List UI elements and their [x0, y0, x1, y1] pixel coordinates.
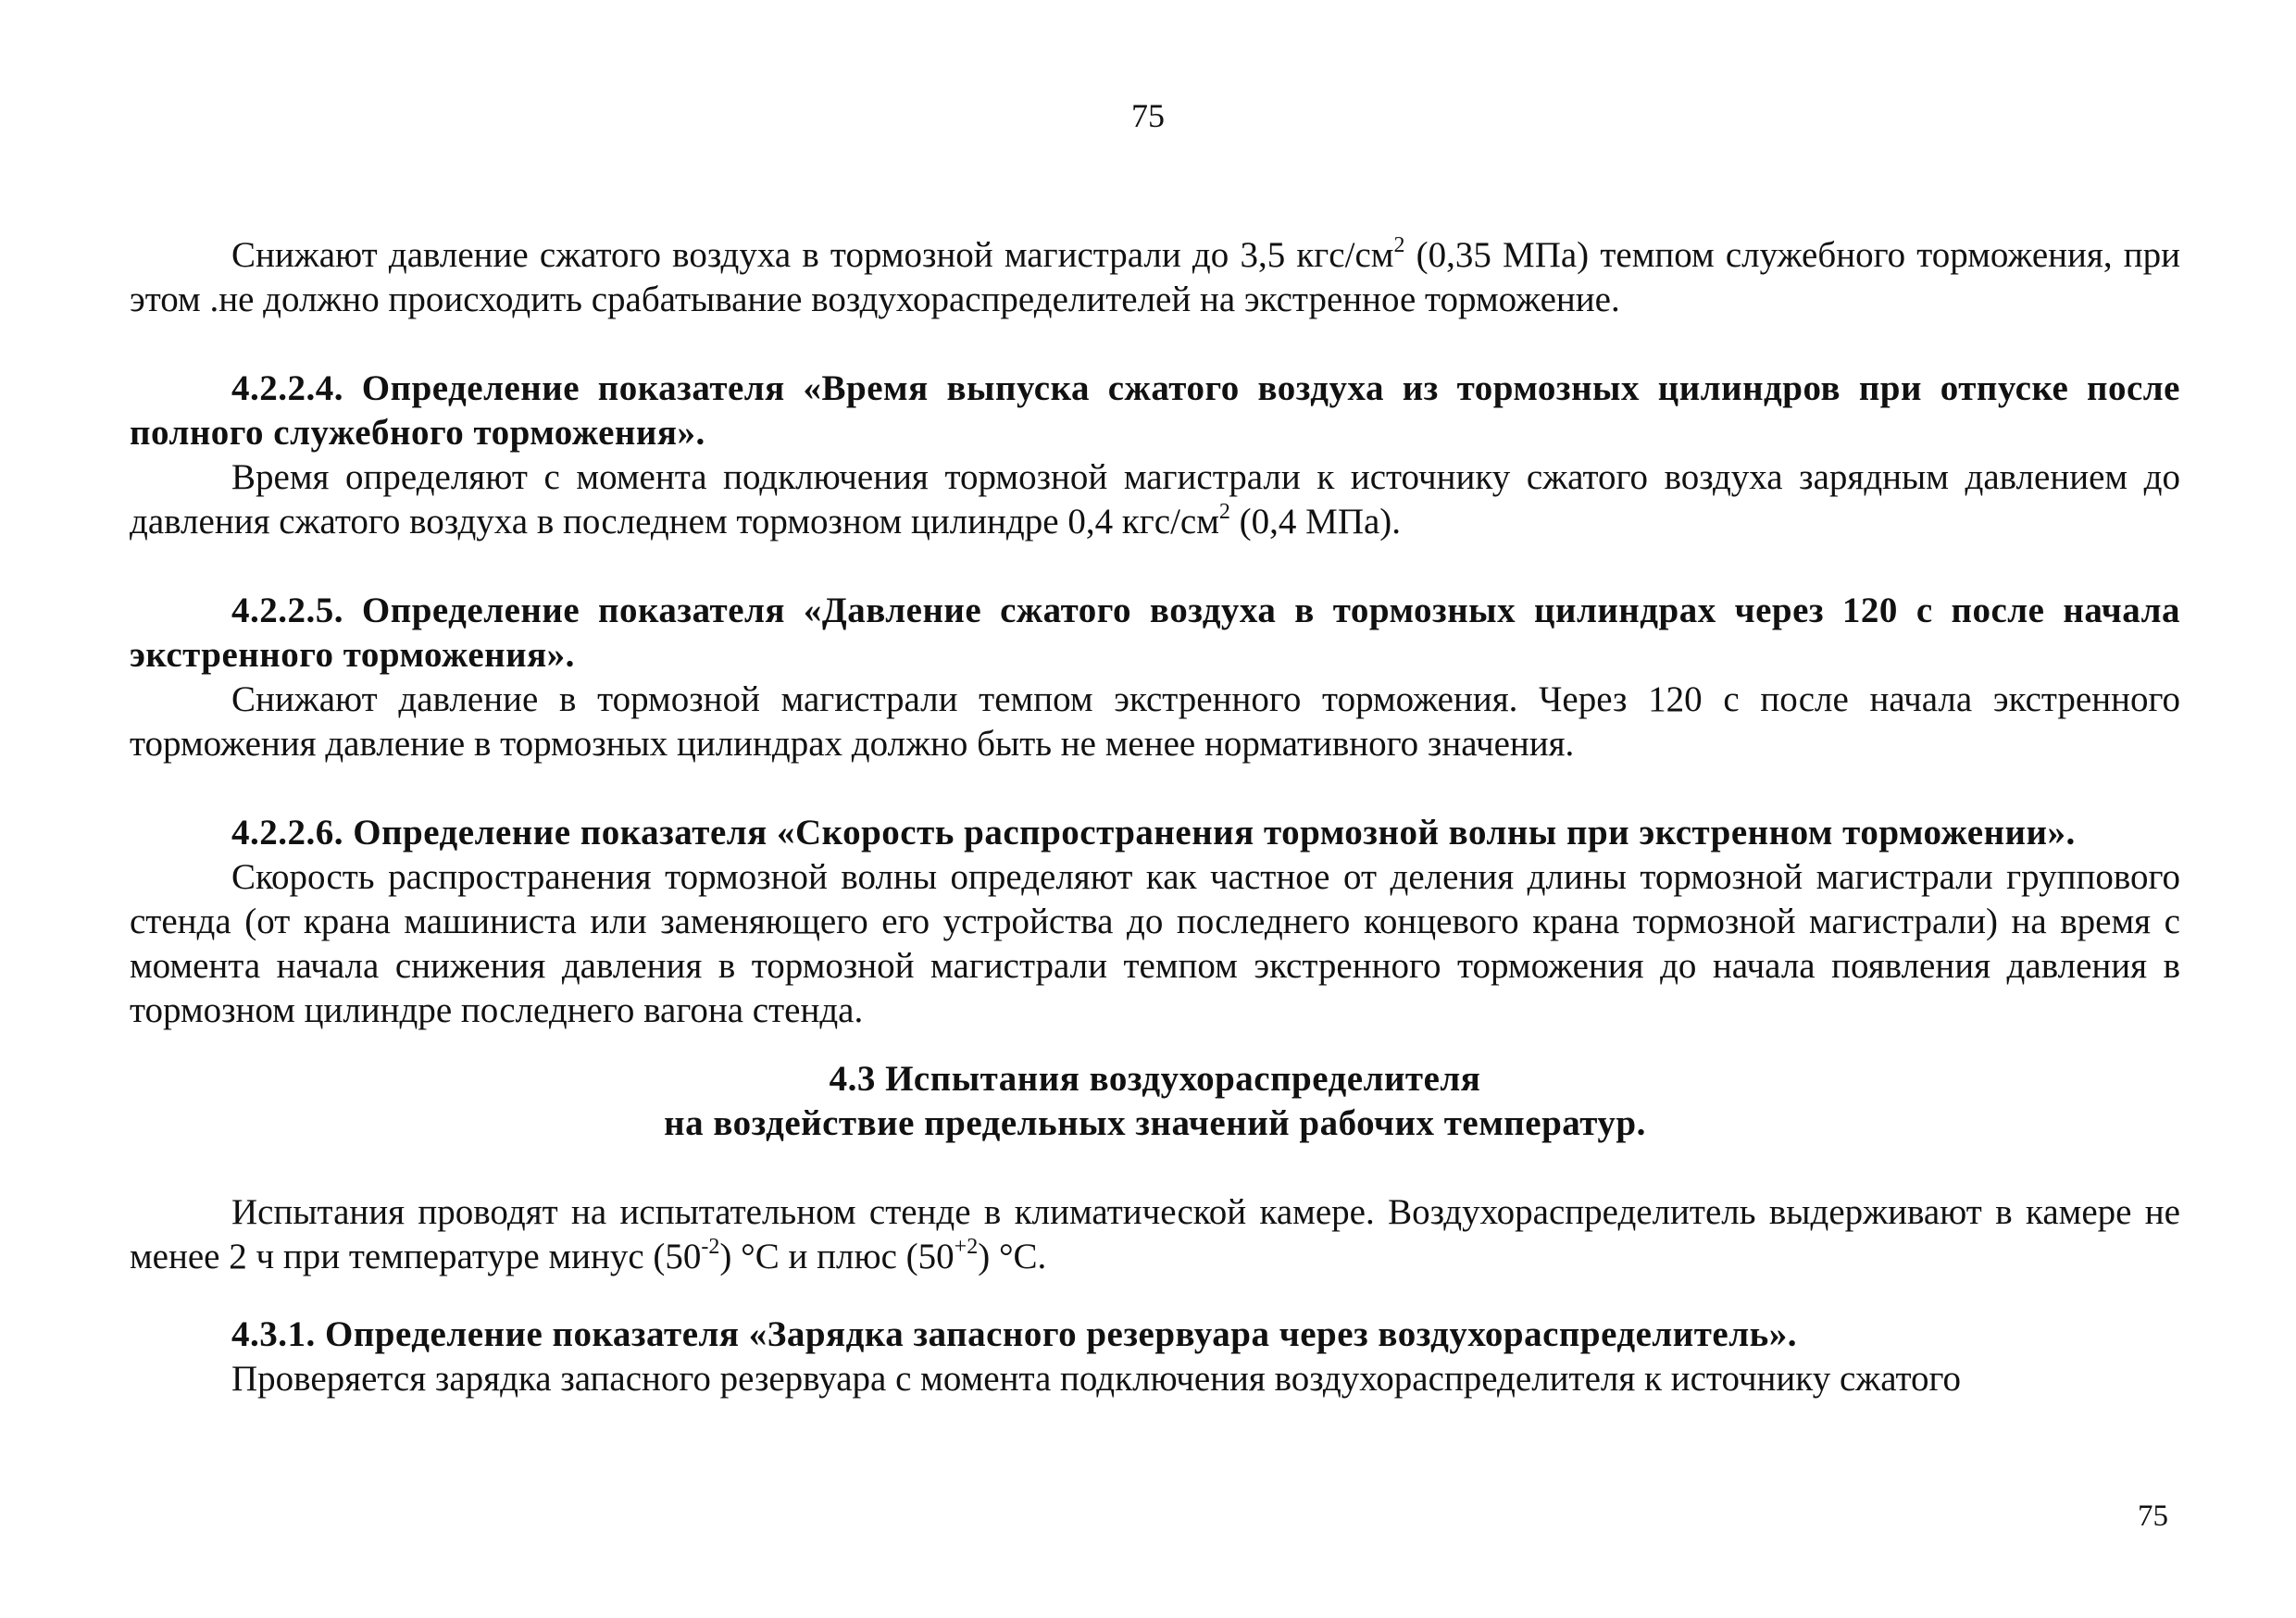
section-heading-43-line1: 4.3 Испытания воздухораспределителя: [829, 1059, 1481, 1099]
paragraph-text: Время определяют с момента подключения тормозной магистрали к источнику сжатого воздуха зарядным давлением до давления сжатого воздуха в последнем тормозном цилиндре 0,4 кгс/см: [130, 457, 2180, 541]
paragraph-text: Испытания проводят на испытательном стенде в климатической камере. Воздухораспределитель выдерживают в камере не менее 2 ч при температуре минус (50: [130, 1192, 2180, 1276]
section-heading-4226: 4.2.2.6. Определение показателя «Скорость распространения тормозной волны при экстренном торможении».: [231, 813, 2076, 853]
paragraph-text: (0,35 МПа) темпом служебного торможения, при этом .не должно происходить срабатывание воздухораспределителей на экстренное торможение.: [130, 235, 2180, 319]
paragraph-climate-tests: [130, 1190, 2180, 1279]
page-number-bottom: 75: [2138, 1500, 2168, 1533]
paragraph-text: ) °С и плюс (50: [719, 1237, 955, 1276]
paragraph-brake-wave-speed: Скорость распространения тормозной волны определяют как частное от деления длины тормозной магистрали группового стенда (от крана машиниста или заменяющего его устройства до последнего концевого крана тормозной магистрали) на время с момента начала снижения давления в тормозной магистрали темпом экстренного торможения до начала появления давления в тормозном цилиндре последнего вагона стенда.: [130, 857, 2180, 1030]
paragraph-text: ) °С.: [978, 1237, 1047, 1276]
superscript: -2: [701, 1235, 720, 1259]
paragraph-reduce-pressure: [130, 233, 2180, 322]
section-heading-4225: 4.2.2.5. Определение показателя «Давление сжатого воздуха в тормозных цилиндрах через 120 с после начала экстренного торможения».: [130, 591, 2180, 675]
section-heading-431: 4.3.1. Определение показателя «Зарядка запасного резервуара через воздухораспределитель».: [231, 1314, 1797, 1354]
section-heading-4224: 4.2.2.4. Определение показателя «Время выпуска сжатого воздуха из тормозных цилиндров при отпуске после полного служебного торможения».: [130, 368, 2180, 453]
superscript: +2: [954, 1235, 979, 1259]
section-heading-43-line2: на воздействие предельных значений рабочих температур.: [664, 1103, 1646, 1143]
paragraph-emergency-pressure: Снижают давление в тормозной магистрали темпом экстренного торможения. Через 120 с после начала экстренного торможения давление в тормозных цилиндрах должно быть не менее нормативного значения.: [130, 679, 2180, 764]
page-number-top: 75: [1131, 97, 1165, 134]
document-body: [130, 233, 2180, 1401]
paragraph-text: Снижают давление сжатого воздуха в тормозной магистрали до 3,5 кгс/см: [231, 235, 1394, 275]
paragraph-text: (0,4 МПа).: [1229, 502, 1402, 541]
paragraph-reservoir-charge: Проверяется зарядка запасного резервуара с момента подключения воздухораспределителя к источнику сжатого: [231, 1359, 1962, 1399]
superscript: 2: [1218, 500, 1230, 524]
superscript: 2: [1393, 233, 1405, 257]
paragraph-release-time: [130, 455, 2180, 544]
